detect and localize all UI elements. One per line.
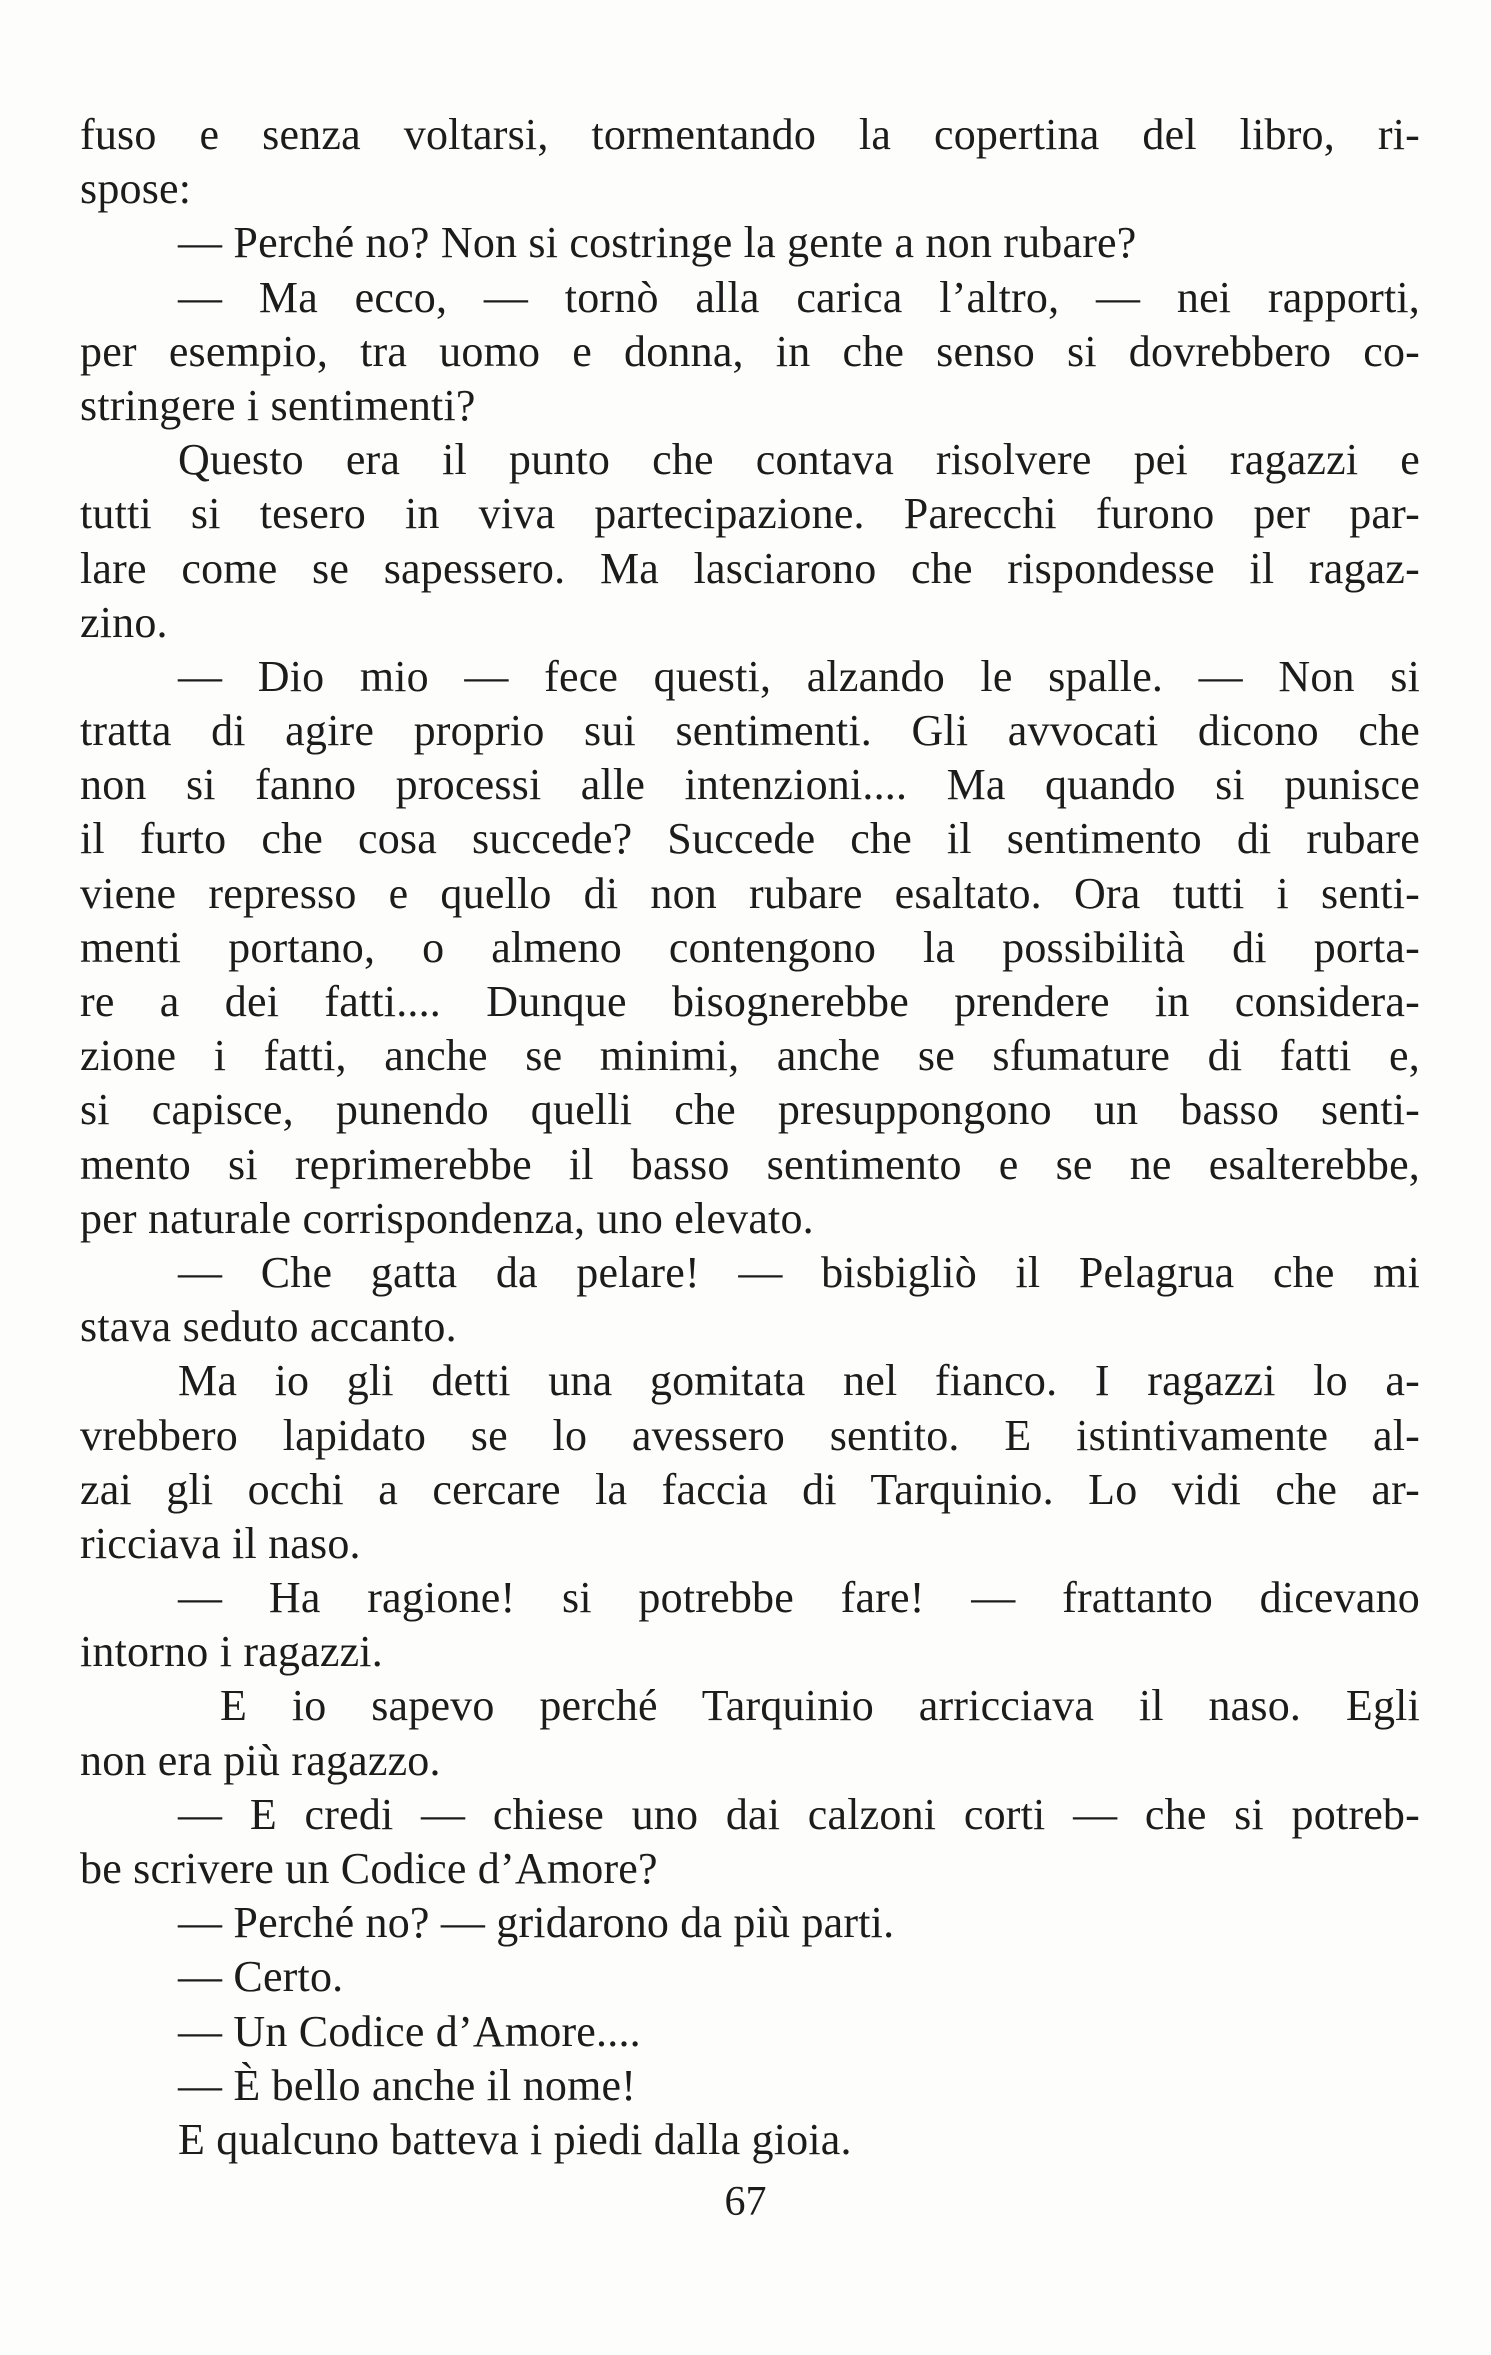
text-line: — Dio mio — fece questi, alzando le spalle. — Non si [178,651,1420,701]
page-number: 67 [724,2179,767,2225]
text-line: menti portano, o almeno contengono la possibilità di porta- [80,922,1420,972]
text-line: E io sapevo perché Tarquinio arricciava il naso. Egli [220,1681,1420,1731]
text-line: E qualcuno batteva i piedi dalla gioia. [178,2114,852,2164]
text-line: — Perché no? Non si costringe la gente a non rubare? [178,218,1137,268]
text-line: viene represso e quello di non rubare esaltato. Ora tutti i senti- [80,868,1420,918]
text-line: lare come se sapessero. Ma lasciarono che rispondesse il ragaz- [80,543,1420,593]
text-line: be scrivere un Codice d’Amore? [80,1844,658,1893]
text-line: stringere i sentimenti? [80,380,476,430]
text-line: — Ma ecco, — tornò alla carica l’altro, — nei rapporti, [178,272,1420,322]
text-line: si capisce, punendo quelli che presuppongono un basso senti- [80,1085,1420,1135]
text-line: — Ha ragione! si potrebbe fare! — frattanto dicevano [178,1573,1420,1623]
text-line: fuso e senza voltarsi, tormentando la copertina del libro, ri- [80,110,1420,159]
text-line: tratta di agire proprio sui sentimenti. Gli avvocati dicono che [80,706,1420,756]
text-line: — È bello anche il nome! [178,2060,637,2110]
text-line: — Perché no? — gridarono da più parti. [178,1898,895,1948]
text-line: — Un Codice d’Amore.... [178,2006,641,2056]
text-line: non era più ragazzo. [80,1735,441,1785]
text-line: re a dei fatti.... Dunque bisognerebbe prendere in considera- [80,977,1420,1026]
text-line: zino. [80,597,168,647]
text-line: mento si reprimerebbe il basso sentimento e se ne esalterebbe, [80,1139,1420,1189]
text-line: — Che gatta da pelare! — bisbigliò il Pelagrua che mi [178,1247,1420,1297]
text-line: zione i fatti, anche se minimi, anche se sfumature di fatti e, [80,1031,1420,1081]
text-line: stava seduto accanto. [80,1302,457,1352]
body-text [80,108,1420,2167]
text-line: tutti si tesero in viva partecipazione. Parecchi furono per par- [80,489,1420,539]
text-line: per naturale corrispondenza, uno elevato. [80,1193,814,1243]
text-line: — E credi — chiese uno dai calzoni corti — che si potreb- [178,1789,1420,1839]
text-line: per esempio, tra uomo e donna, in che senso si dovrebbero co- [80,326,1420,376]
text-line: spose: [80,164,192,214]
text-line: zai gli occhi a cercare la faccia di Tarquinio. Lo vidi che ar- [80,1464,1420,1514]
text-line: vrebbero lapidato se lo avessero sentito. E istintivamente al- [80,1410,1420,1460]
text-line: — Certo. [178,1952,344,2002]
text-line: il furto che cosa succede? Succede che il sentimento di rubare [80,814,1420,864]
text-line: ricciava il naso. [80,1518,361,1568]
text-line: non si fanno processi alle intenzioni.... Ma quando si punisce [80,760,1420,810]
text-line: Questo era il punto che contava risolvere pei ragazzi e [178,435,1420,485]
text-line: Ma io gli detti una gomitata nel fianco. I ragazzi lo a- [178,1356,1420,1406]
text-line: intorno i ragazzi. [80,1627,383,1677]
